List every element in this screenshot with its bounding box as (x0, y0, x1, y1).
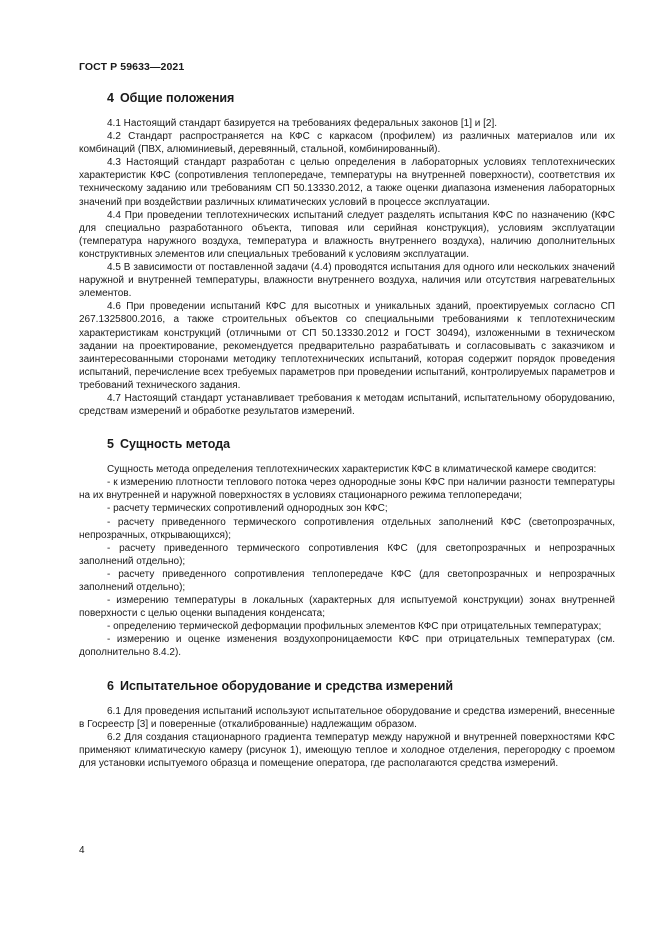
paragraph-4-4: 4.4 При проведении теплотехнических испытаний следует разделять испытания КФС по назначению (КФС для специально разработанного объекта, типовая или серийная конструкция), условиям эксплуатации (температура наружного воздуха, температура и влажность внутреннего воздуха), наличию дополнительных конструктивных элементов или специальных требований к условиям эксплуатации. (79, 209, 615, 260)
list-item: - расчету приведенного термического сопротивления отдельных заполнений КФС (светопрозрачных, непрозрачных, открывающихся); (79, 516, 615, 541)
section-general-provisions (79, 90, 615, 418)
section-heading (79, 436, 615, 452)
paragraph-intro: Сущность метода определения теплотехнических характеристик КФС в климатической камере сводится: (107, 464, 597, 476)
section-number: 4 (107, 91, 114, 105)
paragraph-4-2: 4.2 Стандарт распространяется на КФС с каркасом (профилем) из различных материалов или их комбинаций (ПВХ, алюминиевый, деревянный, стальной, комбинированный). (79, 131, 615, 156)
list-item: - определению термической деформации профильных элементов КФС при отрицательных температурах; (107, 621, 602, 633)
section-heading (79, 90, 615, 106)
list-item: - к измерению плотности теплового потока через однородные зоны КФС при наличии разности температуры на их внутренней и наружной поверхностях в условиях стационарного режима теплопередачи; (79, 477, 615, 502)
section-title: Испытательное оборудование и средства измерений (119, 678, 454, 693)
list-item: - расчету приведенного сопротивления теплопередаче КФС (для светопрозрачных и непрозрачных заполнений отдельно); (79, 568, 615, 593)
page-content (79, 90, 615, 770)
section-number: 6 (107, 678, 114, 693)
list-item: - измерению температуры в локальных (характерных для испытуемой конструкции) зонах внутренней поверхности с целью оценки выпадения конденсата; (79, 595, 615, 620)
paragraph-4-7: 4.7 Настоящий стандарт устанавливает требования к методам испытаний, испытательному оборудованию, средствам измерений и обработке результатов измерений. (79, 392, 615, 418)
paragraph-6-2: 6.2 Для создания стационарного градиента температур между наружной и внутренней поверхностями КФС применяют климатическую камеру (рисунок 1), имеющую теплое и холодное отделения, перегородку с проемом для установки испытуемого образца и помещение оператора, где располагаются средства измерений. (79, 731, 615, 769)
section-title: Общие положения (119, 91, 235, 105)
paragraph-6-1: 6.1 Для проведения испытаний используют испытательное оборудование и средства измерений, внесенные в Госреестр [3] и поверенные (откалиброванные) надлежащим образом. (79, 705, 615, 730)
section-method-essence (79, 436, 615, 659)
paragraph-4-1: 4.1 Настоящий стандарт базируется на требованиях федеральных законов [1] и [2]. (107, 118, 498, 129)
page-number: 4 (79, 845, 85, 856)
section-title: Сущность метода (119, 437, 231, 452)
paragraph-4-6: 4.6 При проведении испытаний КФС для высотных и уникальных зданий, проектируемых согласно СП 267.1325800.2016, а также строительных объектов со специальными требованиями к теплотехническим характеристикам конструкций (отличными от СП 50.13330.2012 и ГОСТ 30494), изложенными в техническом задании на проектирование, рекомендуется предварительно разрабатывать и согласовывать с заказчиком и заинтересованными сторонами методику теплотехнических испытаний, которая содержит порядок проведения испытаний, перечисление всех требуемых параметров при проведении испытаний, контролируемых параметров и требований технического задания. (79, 301, 615, 391)
list-item: - измерению и оценке изменения воздухопроницаемости КФС при отрицательных температурах (см. дополнительно 8.4.2). (79, 634, 615, 659)
list-item: - расчету термических сопротивлений однородных зон КФС; (107, 503, 388, 515)
section-heading (79, 678, 615, 694)
section-number: 5 (107, 437, 114, 452)
paragraph-4-3: 4.3 Настоящий стандарт разработан с целью определения в лабораторных условиях теплотехнических характеристик КФС (сопротивления теплопередаче, температуры на внутренней поверхности), соответствия их техническому заданию или требованиям СП 50.13330.2012, а также оценки диапазона изменения лабораторных значений при воздействии различных климатических условий в процессе эксплуатации. (79, 157, 615, 208)
paragraph-4-5: 4.5 В зависимости от поставленной задачи (4.4) проводятся испытания для одного или нескольких значений наружной и внутренней температуры, влажности внутреннего воздуха, наличия или отсутствия нагревательных элементов. (79, 262, 615, 300)
section-test-equipment (79, 678, 615, 770)
list-item: - расчету приведенного термического сопротивления КФС (для светопрозрачных и непрозрачных заполнений отдельно); (79, 542, 615, 567)
document-code: ГОСТ Р 59633—2021 (79, 61, 185, 73)
